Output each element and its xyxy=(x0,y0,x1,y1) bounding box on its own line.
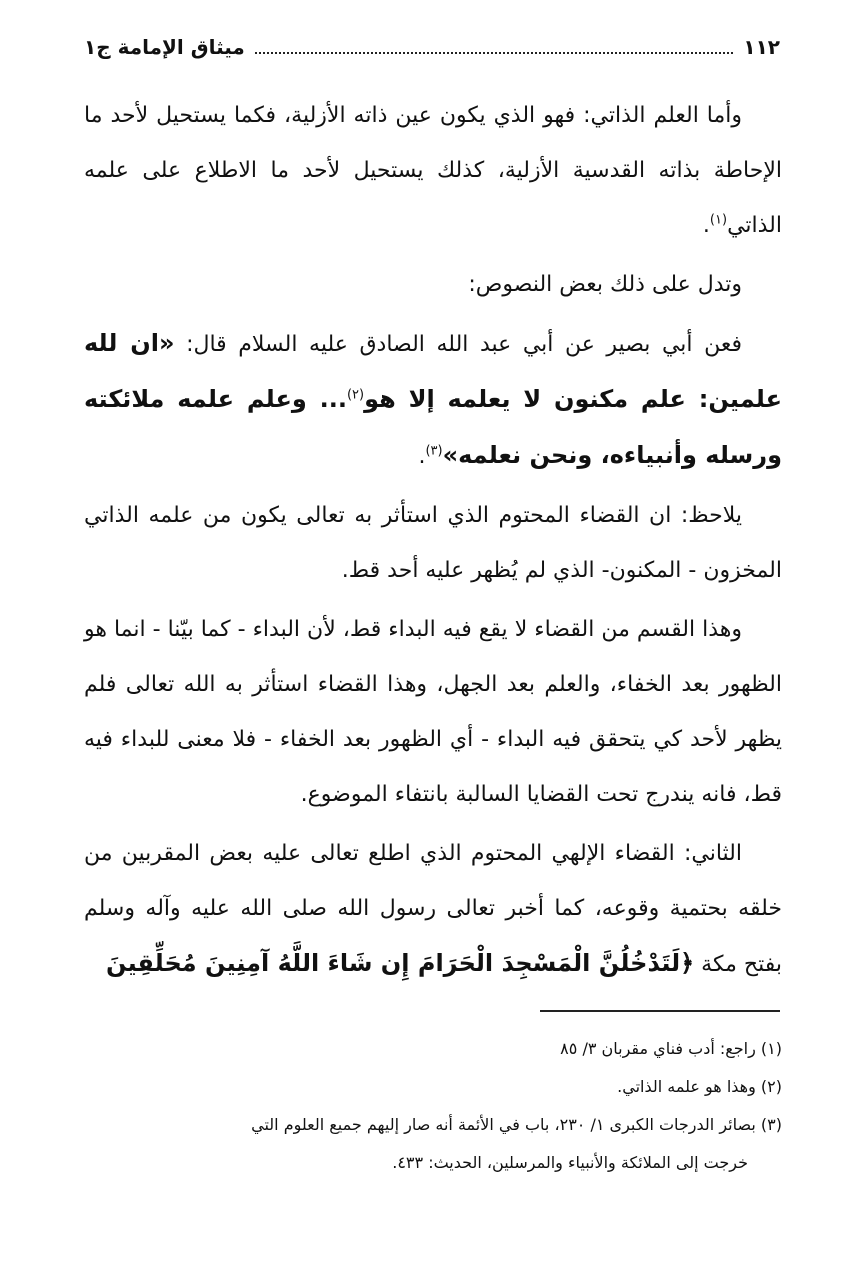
paragraph-1 xyxy=(84,88,782,253)
paragraph-1-end: . xyxy=(702,213,710,238)
footnote-1: (١) راجع: أدب فناي مقربان ٣/ ٨٥ xyxy=(560,1039,782,1058)
header-dotted-leader xyxy=(255,52,734,54)
page-number: ١١٢ xyxy=(743,35,780,59)
paragraph-6 xyxy=(84,826,782,992)
footnote-3: (٣) بصائر الدرجات الكبرى ١/ ٢٣٠، باب في الأئمة أنه صار إليهم جميع العلوم التي xyxy=(251,1115,782,1134)
footnote-separator xyxy=(540,1010,780,1012)
paragraph-2: وتدل على ذلك بعض النصوص: xyxy=(468,272,742,297)
paragraph-5: وهذا القسم من القضاء لا يقع فيه البداء قط، لأن البداء - كما بيّنا - انما هو الظهور بعد الخفاء، والعلم بعد الجهل، وهذا القضاء استأثر به الله تعالى فلم يظهر لأحد كي يتحقق فيه البداء - أي الظهور بعد الخفاء - فلا معنى للبداء فيه قط، فانه يندرج تحت القضايا السالبة بانتفاء الموضوع. xyxy=(84,617,782,807)
running-header xyxy=(84,30,780,64)
footnote-ref-2[interactable]: (٢) xyxy=(346,387,365,403)
paragraph-6-text: الثاني: القضاء الإلهي المحتوم الذي اطلع تعالى عليه بعض المقربين من خلقه بحتمية وقوعه، كما أخبر تعالى رسول الله صلى الله عليه وآله وسلم بفتح مكة xyxy=(84,841,782,977)
footnote-ref-3[interactable]: (٣) xyxy=(425,443,443,459)
footnote-2: (٢) وهذا هو علمه الذاتي. xyxy=(617,1077,782,1096)
footnotes xyxy=(84,1030,782,1182)
paragraph-1-text: وأما العلم الذاتي: فهو الذي يكون عين ذاته الأزلية، فكما يستحيل لأحد ما الإحاطة بذاته القدسية الأزلية، كذلك يستحيل لأحد ما الاطلاع على علمه الذاتي xyxy=(84,103,782,238)
paragraph-3-end: . xyxy=(418,444,426,469)
main-text xyxy=(84,88,782,996)
hadith-quote-part-2: ... وعلم علمه ملائكته ورسله وأنبياءه، ونحن نعلمه» xyxy=(84,385,782,469)
footnote-ref-1[interactable]: (١) xyxy=(709,212,728,228)
book-title: ميثاق الإمامة ج١ xyxy=(84,35,245,59)
quran-verse: ﴿لَتَدْخُلُنَّ الْمَسْجِدَ الْحَرَامَ إِن شَاءَ اللَّهُ آمِنِينَ مُحَلِّقِينَ xyxy=(106,949,695,977)
footnote-3-continuation: خرجت إلى الملائكة والأنبياء والمرسلين، الحديث: ٤٣٣. xyxy=(392,1153,748,1172)
paragraph-3 xyxy=(84,316,782,484)
paragraph-4: يلاحظ: ان القضاء المحتوم الذي استأثر به تعالى يكون من علمه الذاتي المخزون - المكنون- الذي لم يُظهر عليه أحد قط. xyxy=(84,503,782,583)
hadith-quote-part-1: «ان لله علمين: علم مكنون لا يعلمه إلا هو xyxy=(84,329,782,413)
paragraph-3-intro: فعن أبي بصير عن أبي عبد الله الصادق عليه السلام قال: xyxy=(174,332,742,357)
